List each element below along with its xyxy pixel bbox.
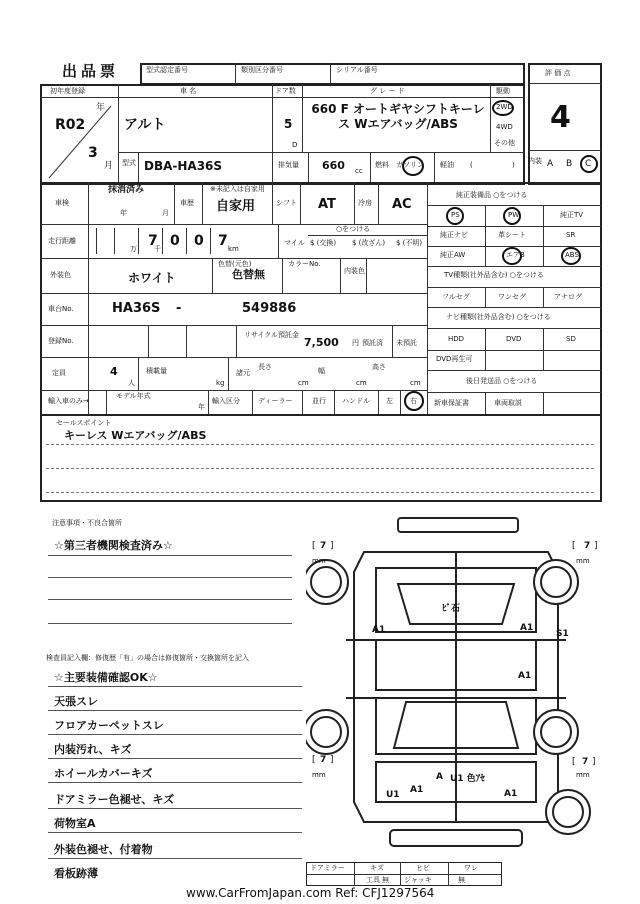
length-cm: cm bbox=[298, 379, 309, 387]
tire-rl-unit: mm bbox=[312, 771, 326, 779]
equip-leather: 革シート bbox=[498, 231, 526, 239]
grade-value: 660 F オートギヤシフトキーレス Wエアバッグ/ABS bbox=[311, 102, 485, 131]
drive-2wd: 2WD bbox=[496, 103, 513, 111]
inspector-line: ☆主要装備確認OK☆ bbox=[54, 671, 158, 684]
cert-header-box bbox=[140, 63, 525, 85]
navi-hdd: HDD bbox=[448, 335, 465, 343]
mileage-digits bbox=[96, 228, 246, 254]
doors-label: ドア数 bbox=[275, 87, 296, 95]
score-value: 4 bbox=[550, 100, 571, 135]
width-label: 幅 bbox=[318, 367, 325, 375]
month-value: 3 bbox=[88, 145, 98, 161]
after-title: 後日発送品 ○をつける bbox=[466, 377, 538, 385]
caution-line: ☆第三者機関検査済み☆ bbox=[54, 539, 173, 552]
tire-fl-unit: mm bbox=[312, 557, 326, 565]
tools-header-crack: ヒビ bbox=[416, 864, 430, 872]
import-label: 輸入車のみ→ bbox=[48, 397, 89, 405]
meter-opt-2: $ (改ざん) bbox=[352, 239, 386, 247]
right-circle bbox=[404, 391, 424, 411]
equip-navi: 純正ナビ bbox=[440, 231, 468, 239]
tv-fullseg: フルセグ bbox=[442, 293, 470, 301]
equip-pw: PW bbox=[508, 211, 520, 219]
fuel-value: ガソリン bbox=[396, 161, 424, 169]
equip-pw-circle bbox=[503, 207, 521, 225]
sheet-title: 出品票 bbox=[62, 62, 120, 80]
equip-abs: ABS bbox=[565, 251, 579, 259]
displacement-value: 660 bbox=[322, 159, 345, 172]
ac-value: AC bbox=[392, 197, 412, 212]
footer-ref: www.CarFromJapan.com Ref: CFJ1297564 bbox=[186, 886, 435, 900]
inspector-line: 外装色褪せ、付着物 bbox=[54, 843, 153, 856]
height-cm: cm bbox=[410, 379, 421, 387]
shaken-label: 車検 bbox=[55, 199, 69, 207]
inspector-line: 看板跡薄 bbox=[54, 867, 98, 880]
recycle-unit: 円 bbox=[352, 339, 359, 347]
inspector-label: 検査員記入欄：修復歴「有」の場合は修復箇所・交換箇所を記入 bbox=[46, 654, 249, 662]
equip-ps: PS bbox=[451, 211, 460, 219]
tire-fl-bracket: [ bbox=[312, 541, 316, 551]
capacity-label: 定員 bbox=[52, 369, 66, 377]
mark-rear-a: A bbox=[436, 772, 443, 782]
paren-open: ( bbox=[470, 161, 473, 169]
equip-sr: SR bbox=[566, 231, 576, 239]
car-diagram bbox=[306, 512, 606, 862]
cc-unit: cc bbox=[355, 167, 363, 175]
mileage-label: 走行距離 bbox=[48, 237, 76, 245]
reg-no-label: 登録No. bbox=[48, 337, 74, 345]
tools-header-break: ワレ bbox=[464, 864, 478, 872]
year-era: R02 bbox=[55, 117, 86, 133]
equipment-title: 純正装備品 ○をつける bbox=[456, 191, 528, 199]
serial-label: シリアル番号 bbox=[336, 66, 378, 74]
meter-note: ○をつける bbox=[336, 225, 371, 233]
inspector-line: 荷物室A bbox=[54, 817, 96, 830]
drive-4wd: 4WD bbox=[496, 123, 513, 131]
color-label: 外装色 bbox=[50, 271, 71, 279]
mark-right-fender: S1 bbox=[556, 629, 569, 639]
width-cm: cm bbox=[356, 379, 367, 387]
inspector-line: 天張スレ bbox=[54, 695, 98, 708]
fuel-circle bbox=[402, 156, 424, 176]
inspector-line: フロアカーペットスレ bbox=[54, 719, 164, 732]
drive-2wd-circle bbox=[492, 100, 514, 116]
after-manual: 車両取説 bbox=[494, 399, 522, 407]
inspector-line: ホイールカバーキズ bbox=[54, 767, 153, 780]
score-label: 評 価 点 bbox=[545, 69, 571, 77]
usage-value: 自家用 bbox=[216, 199, 256, 214]
interior-label: 内装 bbox=[528, 157, 542, 165]
first-reg-label: 初年度登録 bbox=[50, 87, 85, 95]
capacity-value: 4 bbox=[110, 365, 118, 378]
person-unit: 人 bbox=[128, 379, 135, 387]
tv-analog: アナログ bbox=[554, 293, 582, 301]
handle-label: ハンドル bbox=[342, 397, 370, 405]
grade-label: グ レ ー ド bbox=[370, 87, 405, 95]
chassis-prefix: HA36S bbox=[112, 301, 161, 316]
equip-aw: 純正AW bbox=[440, 251, 466, 259]
recycle-paid: 預託済 bbox=[362, 339, 383, 347]
shaken-year-unit: 年 bbox=[120, 209, 127, 217]
model-year-unit: 年 bbox=[198, 403, 205, 411]
recycle-value: 7,500 bbox=[304, 336, 339, 349]
interior-grade-c: C bbox=[585, 159, 592, 169]
fuel-label: 燃料 bbox=[375, 161, 389, 169]
light-oil: 軽油 bbox=[440, 161, 454, 169]
meter-opt-3: $ (不明) bbox=[396, 239, 423, 247]
recycle-label: リサイクル預託金 bbox=[244, 331, 300, 339]
length-label: 長さ bbox=[258, 363, 272, 371]
navi-sd: SD bbox=[566, 335, 576, 343]
tools-header-scratch: キズ bbox=[370, 864, 384, 872]
man-unit: 万 bbox=[130, 245, 137, 253]
tv-title: TV種類(社外品含む) ○をつける bbox=[444, 271, 544, 279]
after-warranty: 新車保証書 bbox=[434, 399, 469, 407]
navi-dvd: DVD bbox=[506, 335, 522, 343]
ac-label: 冷房 bbox=[358, 199, 372, 207]
usage-label: 車歴 bbox=[180, 199, 194, 207]
equip-abs-circle bbox=[561, 247, 581, 265]
interior-grade-b: B bbox=[566, 159, 573, 169]
load-label: 積載量 bbox=[146, 367, 167, 375]
mileage-digit: 7 bbox=[148, 233, 158, 249]
sales-point-label: セールスポイント bbox=[56, 419, 112, 427]
usage-note: ※未記入は自家用 bbox=[210, 185, 265, 193]
tools-jack-label: ジャッキ bbox=[404, 876, 432, 884]
mark-left-front: A1 bbox=[372, 625, 386, 635]
inspector-line: 内装汚れ、キズ bbox=[54, 743, 132, 756]
mile-label: マイル bbox=[284, 239, 305, 247]
shaken-month-unit: 月 bbox=[162, 209, 169, 217]
model-year-label: モデル年式 bbox=[116, 392, 151, 400]
mark-windshield: ﾋﾞ石 bbox=[442, 604, 461, 614]
mark-bumper-right: A1 bbox=[504, 789, 518, 799]
year-diagonal bbox=[41, 98, 118, 184]
drive-label: 駆動 bbox=[496, 87, 510, 95]
shaken-value: 抹消済み bbox=[108, 185, 145, 195]
mark-bumper-a: A1 bbox=[410, 785, 424, 795]
import-type-label: 輸入区分 bbox=[212, 397, 240, 405]
car-name: アルト bbox=[124, 117, 166, 133]
chassis-label: 車台No. bbox=[48, 305, 74, 313]
chassis-number: 549886 bbox=[242, 301, 297, 316]
name-label: 車 名 bbox=[180, 87, 197, 95]
tire-rr-unit: mm bbox=[576, 771, 590, 779]
tire-fr-unit: mm bbox=[576, 557, 590, 565]
equip-tv: 純正TV bbox=[560, 211, 584, 219]
tire-rr-depth: 7 bbox=[582, 757, 589, 767]
color-value: ホワイト bbox=[128, 271, 176, 285]
parallel-option: 並行 bbox=[312, 397, 326, 405]
right-option: 右 bbox=[410, 397, 417, 405]
sen-unit: 千 bbox=[154, 245, 161, 253]
sales-point-text: キーレス Wエアバッグ/ABS bbox=[64, 429, 207, 442]
year-unit: 年 bbox=[96, 103, 106, 113]
mileage-digit: 7 bbox=[218, 233, 228, 249]
tools-jack-value: 無 bbox=[458, 876, 465, 884]
class-label: 類別区分番号 bbox=[241, 66, 283, 74]
equip-airbag: エアB bbox=[506, 251, 525, 259]
paren-close: ) bbox=[512, 161, 515, 169]
height-label: 高さ bbox=[372, 363, 386, 371]
color-no-label: カラーNo. bbox=[288, 260, 321, 268]
dims-label: 諸元 bbox=[236, 369, 250, 377]
drive-other: その他 bbox=[494, 139, 515, 147]
tire-fr-depth: 7 bbox=[584, 541, 591, 551]
shift-value: AT bbox=[318, 197, 336, 212]
inspector-line: ドアミラー色褪せ、キズ bbox=[54, 793, 175, 806]
tools-header-mirror: ドアミラー bbox=[310, 864, 345, 872]
caution-label: 注意事項・不良合箇所 bbox=[52, 519, 122, 527]
km-unit: km bbox=[228, 245, 239, 253]
interior-grade-circle bbox=[580, 155, 598, 173]
tire-fl-depth: 7 bbox=[320, 541, 327, 551]
kg-unit: kg bbox=[216, 379, 225, 387]
tire-rl-depth: 7 bbox=[320, 755, 327, 765]
door-suffix: D bbox=[292, 141, 298, 149]
model-code: DBA-HA36S bbox=[144, 159, 223, 173]
equip-ps-circle bbox=[446, 207, 464, 225]
door-count: 5 bbox=[284, 117, 293, 131]
model-cert-label: 型式認定番号 bbox=[146, 66, 188, 74]
type-label: 型式 bbox=[122, 159, 136, 167]
meter-opt-1: $ (交換) bbox=[310, 239, 337, 247]
color-change-label: 色替(元色) bbox=[218, 260, 252, 268]
mileage-digit: 0 bbox=[170, 233, 180, 249]
tools-tool-value: 無 bbox=[382, 876, 389, 884]
navi-title: ナビ種類(社外品含む) ○をつける bbox=[446, 313, 551, 321]
shift-label: シフト bbox=[276, 199, 297, 207]
mark-right-front: A1 bbox=[520, 623, 534, 633]
dvd-play-label: DVD再生可 bbox=[436, 355, 473, 363]
color-change-value: 色替無 bbox=[232, 268, 265, 281]
left-option: 左 bbox=[386, 397, 393, 405]
displacement-label: 排気量 bbox=[278, 161, 299, 169]
mark-right-rear: A1 bbox=[518, 671, 532, 681]
equip-airbag-circle bbox=[502, 247, 522, 265]
interior-color-label: 内装色 bbox=[344, 267, 365, 275]
recycle-unpaid: 未預託 bbox=[396, 339, 417, 347]
interior-grade-a: A bbox=[547, 159, 554, 169]
chassis-dash: - bbox=[176, 301, 182, 316]
month-unit: 月 bbox=[104, 161, 114, 171]
mark-bumper-u: U1 bbox=[386, 790, 400, 800]
mark-rear-center: U1 色ｱｾ bbox=[450, 774, 485, 784]
dealer-option: ディーラー bbox=[258, 397, 293, 405]
mileage-digit: 0 bbox=[194, 233, 204, 249]
tv-oneseg: ワンセグ bbox=[498, 293, 526, 301]
tools-tool-label: 工具 bbox=[366, 876, 380, 884]
